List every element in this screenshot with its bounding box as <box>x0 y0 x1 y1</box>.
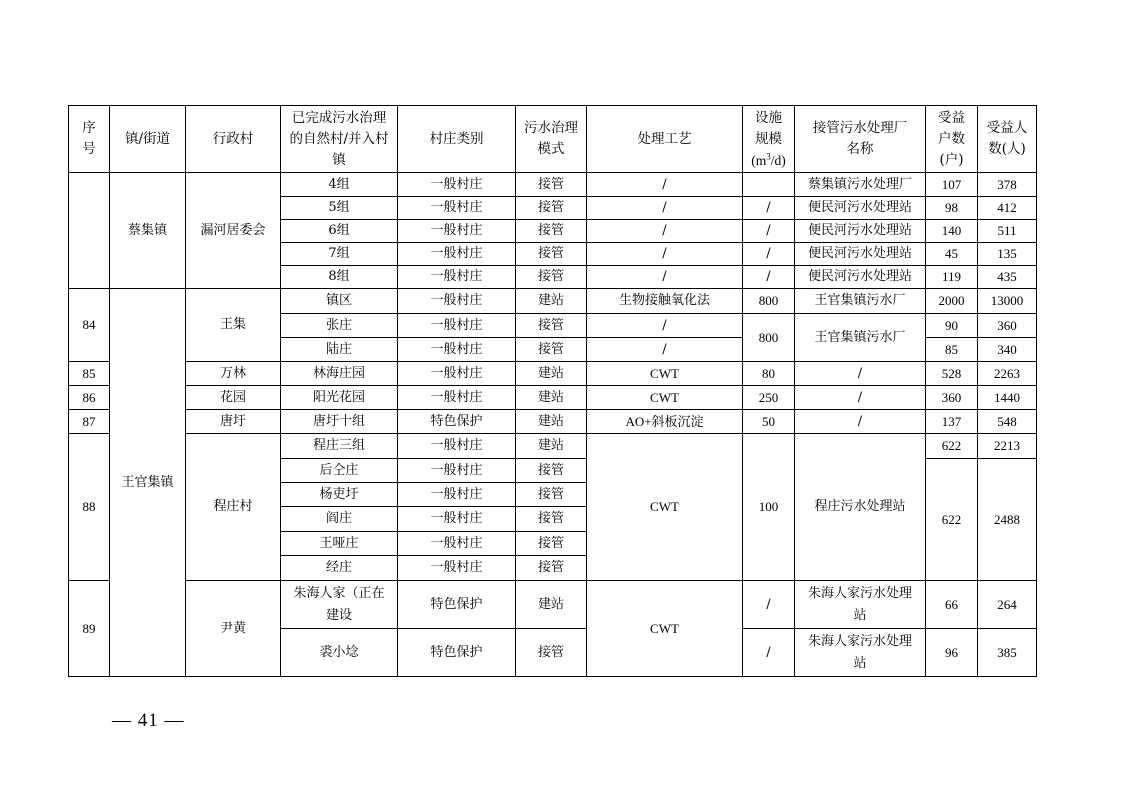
cell-category: 一般村庄 <box>398 532 516 556</box>
cell-households: 96 <box>926 629 978 677</box>
cell-scale: / <box>743 581 795 629</box>
cell-people: 385 <box>978 629 1037 677</box>
cell-scale: / <box>743 629 795 677</box>
cell-mode: 接管 <box>516 220 587 243</box>
header-process: 处理工艺 <box>587 106 743 173</box>
cell-village: 阎庄 <box>281 507 398 532</box>
cell-households: 622 <box>926 434 978 459</box>
cell-households: 107 <box>926 173 978 197</box>
cell-people: 360 <box>978 314 1037 338</box>
header-scale-unit <box>745 150 792 171</box>
cell-mode: 接管 <box>516 197 587 220</box>
cell-mode: 接管 <box>516 173 587 197</box>
cell-category: 特色保护 <box>398 629 516 677</box>
unit-sup: 3 <box>766 151 771 161</box>
cell-process: / <box>587 197 743 220</box>
cell-town: 蔡集镇 <box>110 173 186 289</box>
header-plant: 接管污水处理厂名称 <box>795 106 926 173</box>
cell-category: 一般村庄 <box>398 556 516 581</box>
cell-households: 66 <box>926 581 978 629</box>
cell-mode: 建站 <box>516 581 587 629</box>
village-sewage-table <box>68 105 1037 677</box>
cell-people: 2213 <box>978 434 1037 459</box>
cell-village: 杨吏圩 <box>281 483 398 507</box>
cell-scale: 250 <box>743 386 795 410</box>
table-row <box>69 173 1037 197</box>
cell-village: 裘小埝 <box>281 629 398 677</box>
cell-process: CWT <box>587 362 743 386</box>
cell-scale: 100 <box>743 434 795 581</box>
page-number: — 41 — <box>112 710 185 731</box>
cell-category: 一般村庄 <box>398 243 516 266</box>
header-category: 村庄类别 <box>398 106 516 173</box>
cell-plant: 便民河污水处理站 <box>795 220 926 243</box>
cell-category: 一般村庄 <box>398 173 516 197</box>
cell-households: 119 <box>926 266 978 289</box>
cell-process: CWT <box>587 581 743 677</box>
header-mode: 污水治理模式 <box>516 106 587 173</box>
cell-process: CWT <box>587 434 743 581</box>
cell-seq: 86 <box>69 386 110 410</box>
cell-people: 511 <box>978 220 1037 243</box>
cell-scale: / <box>743 197 795 220</box>
header-people: 受益人数(人) <box>978 106 1037 173</box>
cell-mode: 接管 <box>516 556 587 581</box>
cell-village: 5组 <box>281 197 398 220</box>
cell-plant: / <box>795 362 926 386</box>
cell-mode: 接管 <box>516 629 587 677</box>
cell-mode: 建站 <box>516 386 587 410</box>
header-admin-village: 行政村 <box>186 106 281 173</box>
cell-process: / <box>587 243 743 266</box>
cell-people: 135 <box>978 243 1037 266</box>
cell-people: 548 <box>978 410 1037 434</box>
cell-village: 唐圩十组 <box>281 410 398 434</box>
cell-village: 张庄 <box>281 314 398 338</box>
cell-plant: / <box>795 386 926 410</box>
cell-scale: / <box>743 243 795 266</box>
cell-mode: 建站 <box>516 434 587 459</box>
cell-mode: 建站 <box>516 362 587 386</box>
cell-admin: 漏河居委会 <box>186 173 281 289</box>
cell-process: AO+斜板沉淀 <box>587 410 743 434</box>
cell-process: / <box>587 338 743 362</box>
table-row <box>69 410 1037 434</box>
cell-plant: 便民河污水处理站 <box>795 266 926 289</box>
header-town: 镇/街道 <box>110 106 186 173</box>
unit-pre: (m <box>751 152 767 168</box>
cell-village: 经庄 <box>281 556 398 581</box>
cell-people: 2488 <box>978 459 1037 581</box>
cell-village: 8组 <box>281 266 398 289</box>
cell-people: 435 <box>978 266 1037 289</box>
cell-people: 13000 <box>978 289 1037 314</box>
cell-category: 特色保护 <box>398 581 516 629</box>
cell-category: 一般村庄 <box>398 434 516 459</box>
cell-village: 6组 <box>281 220 398 243</box>
cell-mode: 接管 <box>516 338 587 362</box>
cell-mode: 建站 <box>516 289 587 314</box>
cell-village: 镇区 <box>281 289 398 314</box>
cell-households: 137 <box>926 410 978 434</box>
cell-plant: 王官集镇污水厂 <box>795 314 926 362</box>
cell-mode: 接管 <box>516 314 587 338</box>
cell-scale: 800 <box>743 314 795 362</box>
cell-process: / <box>587 220 743 243</box>
table-row <box>69 289 1037 314</box>
cell-village: 陆庄 <box>281 338 398 362</box>
cell-admin: 花园 <box>186 386 281 410</box>
cell-category: 一般村庄 <box>398 289 516 314</box>
cell-admin: 尹黄 <box>186 581 281 677</box>
header-scale-label: 设施规模 <box>755 109 782 147</box>
cell-scale: / <box>743 220 795 243</box>
cell-plant: 便民河污水处理站 <box>795 243 926 266</box>
table-row <box>69 386 1037 410</box>
header-village: 已完成污水治理的自然村/并入村镇 <box>281 106 398 173</box>
cell-mode: 接管 <box>516 266 587 289</box>
cell-seq: 85 <box>69 362 110 386</box>
cell-seq <box>69 173 110 289</box>
cell-town: 王官集镇 <box>110 289 186 677</box>
cell-households: 45 <box>926 243 978 266</box>
cell-category: 特色保护 <box>398 410 516 434</box>
cell-admin: 万林 <box>186 362 281 386</box>
cell-people: 378 <box>978 173 1037 197</box>
cell-category: 一般村庄 <box>398 483 516 507</box>
cell-households: 90 <box>926 314 978 338</box>
header-households: 受益户数(户) <box>926 106 978 173</box>
cell-process: 生物接触氧化法 <box>587 289 743 314</box>
cell-process: CWT <box>587 386 743 410</box>
cell-people: 340 <box>978 338 1037 362</box>
cell-mode: 接管 <box>516 243 587 266</box>
cell-seq: 84 <box>69 289 110 362</box>
header-seq: 序号 <box>69 106 110 173</box>
cell-people: 2263 <box>978 362 1037 386</box>
cell-households: 85 <box>926 338 978 362</box>
cell-category: 一般村庄 <box>398 459 516 483</box>
cell-mode: 接管 <box>516 459 587 483</box>
cell-plant: 朱海人家污水处理站 <box>795 629 926 677</box>
cell-village: 阳光花园 <box>281 386 398 410</box>
cell-village: 程庄三组 <box>281 434 398 459</box>
cell-households: 98 <box>926 197 978 220</box>
cell-process: / <box>587 266 743 289</box>
table-row <box>69 581 1037 629</box>
cell-village: 7组 <box>281 243 398 266</box>
cell-households: 360 <box>926 386 978 410</box>
cell-village: 朱海人家（正在建设 <box>281 581 398 629</box>
cell-village: 王哑庄 <box>281 532 398 556</box>
cell-seq: 88 <box>69 434 110 581</box>
cell-category: 一般村庄 <box>398 197 516 220</box>
unit-post: /d) <box>770 152 786 168</box>
cell-people: 1440 <box>978 386 1037 410</box>
cell-process: / <box>587 173 743 197</box>
cell-admin: 程庄村 <box>186 434 281 581</box>
cell-category: 一般村庄 <box>398 362 516 386</box>
cell-plant: 王官集镇污水厂 <box>795 289 926 314</box>
cell-plant: 朱海人家污水处理站 <box>795 581 926 629</box>
cell-mode: 接管 <box>516 483 587 507</box>
cell-scale: 80 <box>743 362 795 386</box>
cell-scale <box>743 173 795 197</box>
cell-scale: / <box>743 266 795 289</box>
cell-plant: 便民河污水处理站 <box>795 197 926 220</box>
cell-category: 一般村庄 <box>398 386 516 410</box>
cell-admin: 唐圩 <box>186 410 281 434</box>
cell-category: 一般村庄 <box>398 338 516 362</box>
cell-category: 一般村庄 <box>398 266 516 289</box>
cell-plant: 蔡集镇污水处理厂 <box>795 173 926 197</box>
cell-process: / <box>587 314 743 338</box>
cell-category: 一般村庄 <box>398 507 516 532</box>
cell-mode: 建站 <box>516 410 587 434</box>
cell-households: 140 <box>926 220 978 243</box>
cell-category: 一般村庄 <box>398 220 516 243</box>
cell-households: 528 <box>926 362 978 386</box>
cell-admin: 王集 <box>186 289 281 362</box>
cell-people: 264 <box>978 581 1037 629</box>
cell-households: 2000 <box>926 289 978 314</box>
cell-people: 412 <box>978 197 1037 220</box>
cell-mode: 接管 <box>516 532 587 556</box>
cell-village: 后仝庄 <box>281 459 398 483</box>
header-row <box>69 106 1037 173</box>
cell-scale: 800 <box>743 289 795 314</box>
cell-seq: 89 <box>69 581 110 677</box>
cell-seq: 87 <box>69 410 110 434</box>
table-row <box>69 434 1037 459</box>
cell-scale: 50 <box>743 410 795 434</box>
cell-plant: 程庄污水处理站 <box>795 434 926 581</box>
cell-village: 4组 <box>281 173 398 197</box>
table-row <box>69 362 1037 386</box>
cell-plant: / <box>795 410 926 434</box>
cell-category: 一般村庄 <box>398 314 516 338</box>
cell-households: 622 <box>926 459 978 581</box>
header-scale <box>743 106 795 173</box>
cell-village: 林海庄园 <box>281 362 398 386</box>
cell-mode: 接管 <box>516 507 587 532</box>
